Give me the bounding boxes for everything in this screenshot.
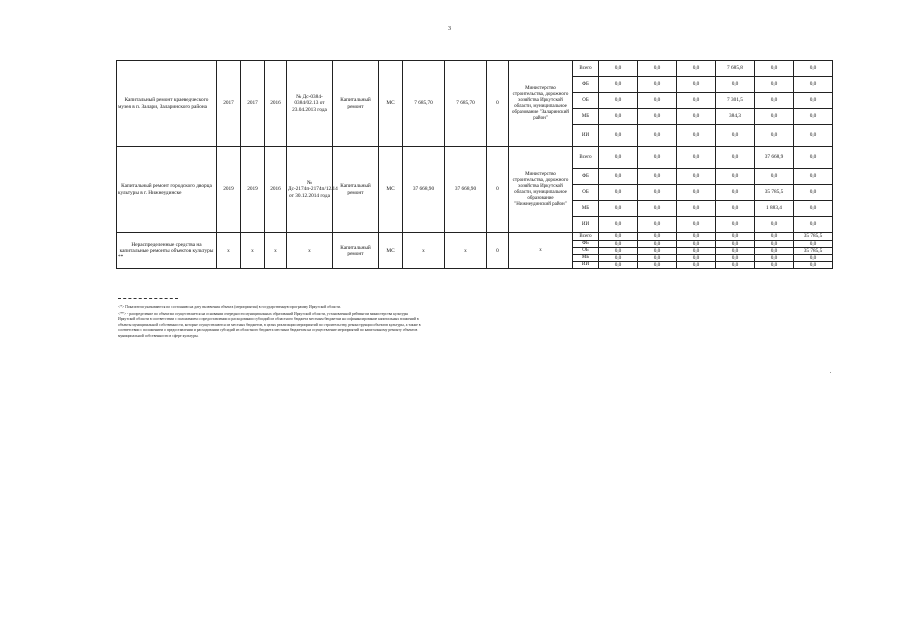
amount-cell: 0,0 [638,241,677,248]
funding-source-cell: МБ [573,201,599,217]
amount-cell: 0,0 [755,241,794,248]
amount-cell: 0,0 [638,217,677,233]
footnote-2-line: объекты муниципальной собственности, которые осуществляются из местных бюджетов, в целях реализации мероприятий по строительству, реконструкции объектов культуры, а также в [118,322,421,327]
cost-total-cell: 7 685,70 [403,61,445,147]
amount-cell: 0,0 [794,61,833,77]
amount-cell: 0,0 [677,233,716,241]
amount-cell: 35 785,5 [794,248,833,255]
amount-cell: 0,0 [677,147,716,169]
amount-cell: 0,0 [638,233,677,241]
amount-cell: 0,0 [716,147,755,169]
amount-cell: 0,0 [677,248,716,255]
amount-cell: 37 668,9 [755,147,794,169]
footnote-2-line: <**> - распределение по объектам осуществляется на основании очередности муниципальных образований Иркутской области, установленной рейтингом министерства культуры [118,311,409,316]
amount-cell: 0,0 [599,125,638,147]
amount-cell: 0,0 [599,201,638,217]
amount-cell: 0,0 [755,262,794,269]
amount-cell: 0,0 [794,217,833,233]
table-row [117,147,833,169]
amount-cell: 0,0 [755,255,794,262]
footnote-2 [118,312,598,340]
readiness-cell: 0 [487,61,509,147]
amount-cell: 0,0 [638,125,677,147]
amount-cell: 0,0 [638,77,677,93]
amount-cell: 0,0 [755,248,794,255]
amount-cell: 0,0 [716,217,755,233]
table-row [117,233,833,241]
capital-repair-table [116,60,833,269]
name-cell: Капитальный ремонт краеведческого музея в п. Залари, Заларинского района [117,61,217,147]
amount-cell: 0,0 [677,185,716,201]
doc-year-cell: х [265,233,287,269]
amount-cell: 0,0 [599,109,638,125]
amount-cell: 0,0 [677,217,716,233]
footnote-2-line: соответствии с положением о предоставлении и расходовании субсидий из областного бюджета местным бюджетам на осуществление мероприятий по капитальному ремонту объектов [118,328,418,332]
document-cell: № Дс-0384-0384/02.13 от 23.04.2013 года [287,61,333,147]
start-year-cell: х [217,233,241,269]
end-year-cell: х [241,233,265,269]
start-year-cell: 2019 [217,147,241,233]
amount-cell: 0,0 [638,169,677,185]
amount-cell: 0,0 [599,241,638,248]
funding-source-cell: ИИ [573,125,599,147]
amount-cell: 0,0 [677,241,716,248]
amount-cell: 0,0 [794,93,833,109]
amount-cell: 0,0 [599,61,638,77]
amount-cell: 0,0 [794,125,833,147]
funding-source-cell: ФБ [573,169,599,185]
amount-cell: 7 685,8 [716,61,755,77]
doc-year-cell: 2016 [265,61,287,147]
ministry-cell: х [509,233,573,269]
footnote-1: <*> Показатели указываются по состоянию на дату включения объекта (мероприятия) в государственную программу Иркутской области. [118,305,341,309]
amount-cell: 0,0 [638,201,677,217]
amount-cell: 0,0 [755,233,794,241]
amount-cell: 0,0 [755,93,794,109]
funding-source-cell: ИИ [573,262,599,269]
amount-cell: 7 301,5 [716,93,755,109]
work-type-cell: Капитальный ремонт [333,61,379,147]
amount-cell: 0,0 [677,77,716,93]
unit-cell: МС [379,147,403,233]
ministry-cell: Министерство строительства, дорожного хозяйства Иркутской области, муниципальное образование "Нижнеудинский район" [509,147,573,233]
amount-cell: 35 785,5 [755,185,794,201]
doc-year-cell: 2016 [265,147,287,233]
table-row [117,61,833,77]
amount-cell: 0,0 [716,262,755,269]
amount-cell: 0,0 [599,185,638,201]
amount-cell: 0,0 [794,262,833,269]
amount-cell: 0,0 [599,217,638,233]
amount-cell: 0,0 [638,61,677,77]
work-type-cell: Капитальный ремонт [333,147,379,233]
start-year-cell: 2017 [217,61,241,147]
amount-cell: 0,0 [794,147,833,169]
amount-cell: 0,0 [794,255,833,262]
amount-cell: 0,0 [716,248,755,255]
amount-cell: 0,0 [677,169,716,185]
amount-cell: 0,0 [677,262,716,269]
amount-cell: 0,0 [716,241,755,248]
amount-cell: 0,0 [599,169,638,185]
amount-cell: 0,0 [677,93,716,109]
unit-cell: МС [379,61,403,147]
footnote-2-line: Иркутской области в соответствии с положением о предоставлении и расходовании субсидий из областного бюджета местным бюджетам на софинансирование капитальных вложений в [118,317,419,321]
funding-source-cell: ОБ [573,248,599,255]
document-cell: х [287,233,333,269]
footnote-separator [118,298,178,299]
amount-cell: 1 883,4 [755,201,794,217]
amount-cell: 0,0 [716,185,755,201]
amount-cell: 0,0 [677,125,716,147]
amount-cell: 0,0 [794,185,833,201]
amount-cell: 0,0 [677,255,716,262]
amount-cell: 0,0 [638,147,677,169]
amount-cell: 0,0 [755,109,794,125]
readiness-cell: 0 [487,233,509,269]
amount-cell: 0,0 [638,93,677,109]
amount-cell: 0,0 [755,61,794,77]
amount-cell: 0,0 [716,77,755,93]
amount-cell: 0,0 [677,61,716,77]
cost-remaining-cell: 7 685,70 [445,61,487,147]
funding-source-cell: ФБ [573,77,599,93]
table-body [117,61,833,269]
amount-cell: 0,0 [794,169,833,185]
name-cell: Нераспределенные средства на капитальные ремонты объектов культуры ** [117,233,217,269]
cost-total-cell: 37 668,90 [403,147,445,233]
funding-source-cell: ФБ [573,241,599,248]
amount-cell: 384,3 [716,109,755,125]
amount-cell: 0,0 [755,77,794,93]
amount-cell: 0,0 [716,125,755,147]
cost-remaining-cell: х [445,233,487,269]
amount-cell: 0,0 [716,201,755,217]
end-year-cell: 2019 [241,147,265,233]
amount-cell: 0,0 [677,201,716,217]
amount-cell: 0,0 [794,109,833,125]
amount-cell: 0,0 [755,169,794,185]
ministry-cell: Министерство строительства, дорожного хозяйства Иркутской области, муниципальное образование "Заларинский район" [509,61,573,147]
funding-source-cell: ИИ [573,217,599,233]
amount-cell: 0,0 [638,262,677,269]
amount-cell: 0,0 [638,185,677,201]
funding-source-cell: МБ [573,109,599,125]
page-number: 3 [448,26,451,32]
funding-source-cell: ОБ [573,185,599,201]
amount-cell: 0,0 [638,248,677,255]
amount-cell: 0,0 [716,233,755,241]
cost-remaining-cell: 37 668,90 [445,147,487,233]
funding-source-cell: ОБ [573,93,599,109]
amount-cell: 0,0 [599,147,638,169]
amount-cell: 0,0 [794,77,833,93]
footnote-2-line: муниципальной собственности в сфере культуры. [118,333,199,338]
name-cell: Капитальный ремонт городского дворца культуры в г. Нижнеудинске [117,147,217,233]
work-type-cell: Капитальный ремонт [333,233,379,269]
amount-cell: 0,0 [638,255,677,262]
funding-source-cell: Всего [573,147,599,169]
amount-cell: 0,0 [599,233,638,241]
amount-cell: 0,0 [755,217,794,233]
end-year-cell: 2017 [241,61,265,147]
amount-cell: 0,0 [599,255,638,262]
amount-cell: 0,0 [638,109,677,125]
amount-cell: 0,0 [599,262,638,269]
amount-cell: 0,0 [755,125,794,147]
amount-cell: 0,0 [716,169,755,185]
amount-cell: 0,0 [716,255,755,262]
footnotes [118,298,598,339]
funding-source-cell: Всего [573,61,599,77]
amount-cell: 0,0 [599,77,638,93]
unit-cell: МС [379,233,403,269]
funding-source-cell: МБ [573,255,599,262]
readiness-cell: 0 [487,147,509,233]
amount-cell: 0,0 [599,93,638,109]
funding-source-cell: Всего [573,233,599,241]
amount-cell: 35 785,5 [794,233,833,241]
amount-cell: 0,0 [794,201,833,217]
cost-total-cell: х [403,233,445,269]
amount-cell: 0,0 [677,109,716,125]
document-cell: № Дс-2174п-2174п/12.14 от 30.12.2014 года [287,147,333,233]
amount-cell: 0,0 [599,248,638,255]
scan-speck [830,372,831,373]
amount-cell: 0,0 [794,241,833,248]
